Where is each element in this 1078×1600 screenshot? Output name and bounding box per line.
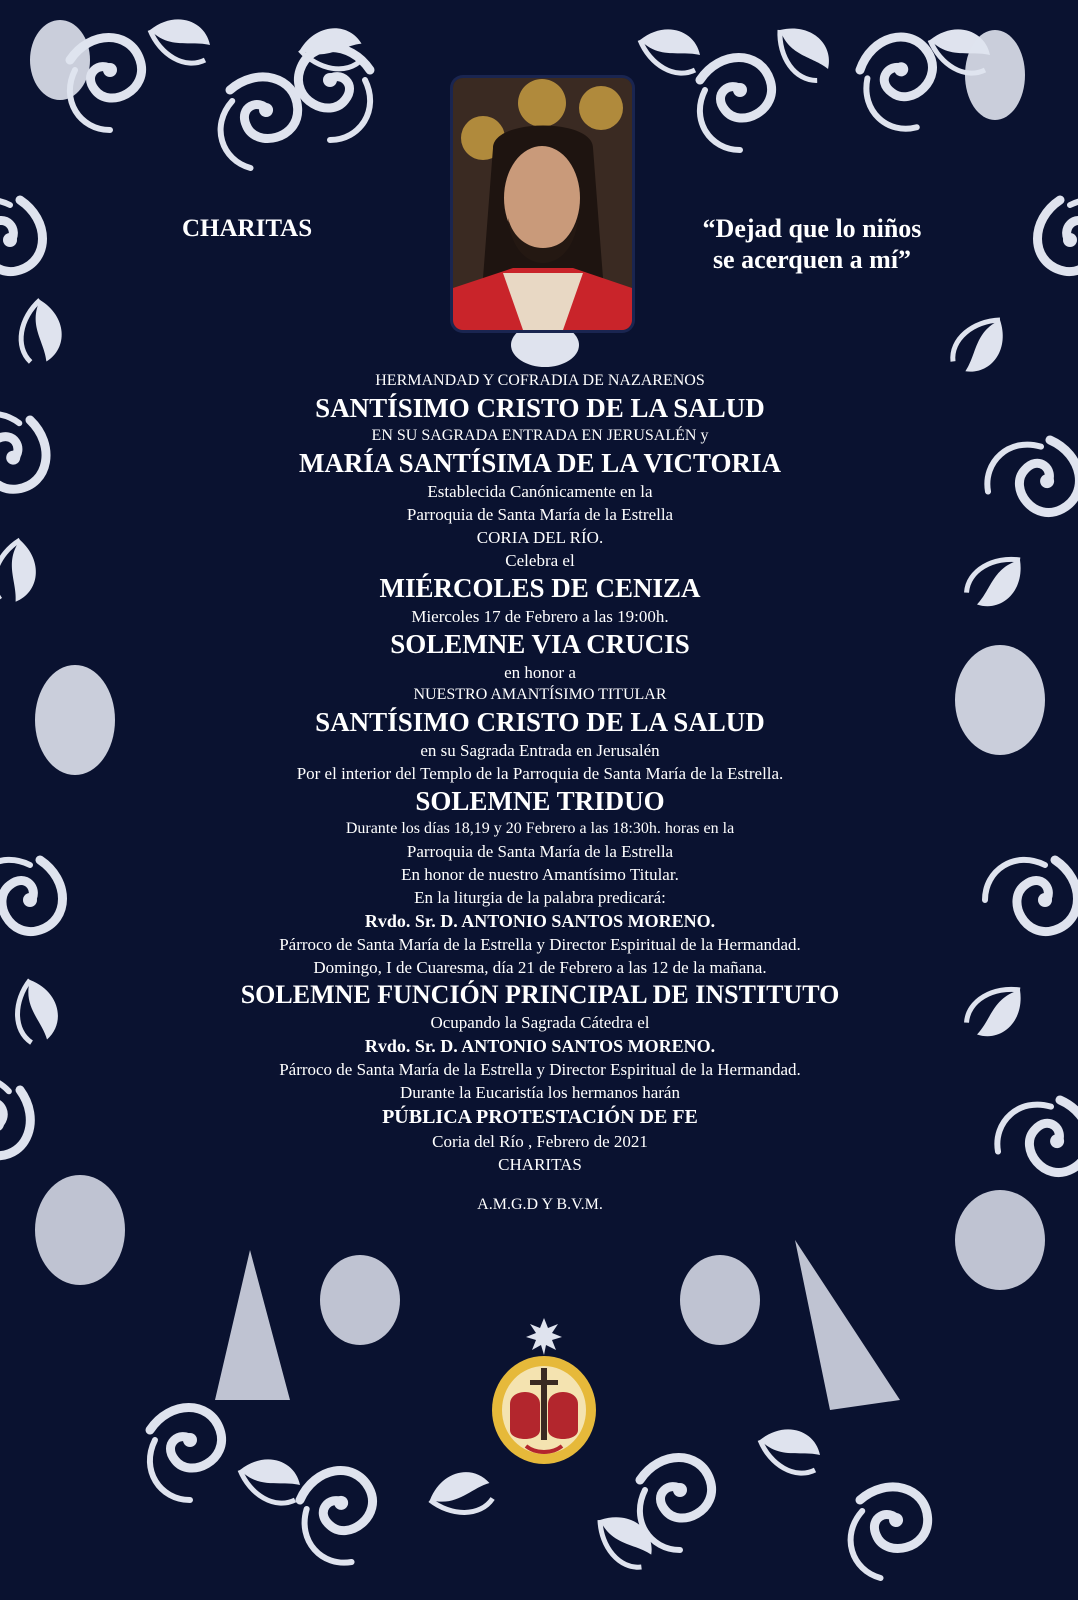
town-line: CORIA DEL RÍO.: [476, 528, 604, 547]
titular-virgin: MARÍA SANTÍSIMA DE LA VICTORIA: [298, 448, 782, 478]
triduo-heading: SOLEMNE TRIDUO: [415, 786, 665, 816]
sunday-date: Domingo, I de Cuaresma, día 21 de Febrero a las 12 de la mañana.: [313, 958, 767, 977]
place-date-line: Coria del Río , Febrero de 2021: [432, 1132, 648, 1151]
ash-wednesday-date: Miercoles 17 de Febrero a las 19:00h.: [411, 607, 669, 626]
right-ornament: [948, 200, 1078, 1290]
closing-motto: CHARITAS: [498, 1155, 582, 1174]
faith-protestation: PÚBLICA PROTESTACIÓN DE FE: [382, 1106, 698, 1128]
right-motto: [662, 213, 962, 275]
preacher-role-repeat: Párroco de Santa María de la Estrella y Director Espiritual de la Hermandad.: [279, 1060, 801, 1079]
via-crucis-heading: SOLEMNE VIA CRUCIS: [390, 629, 690, 659]
titular-christ: SANTÍSIMO CRISTO DE LA SALUD: [315, 393, 765, 423]
left-motto: CHARITAS: [182, 215, 313, 242]
liturgy-line: En la liturgia de la palabra predicará:: [414, 888, 666, 907]
entry-line: en su Sagrada Entrada en Jerusalén: [420, 741, 660, 760]
right-motto-line2: se acerquen a mí”: [712, 245, 912, 274]
temple-line: Por el interior del Templo de la Parroquia de Santa María de la Estrella.: [296, 764, 784, 783]
titular-christ-subtitle: EN SU SAGRADA ENTRADA EN JERUSALÉN y: [371, 427, 709, 444]
right-motto-line1: “Dejad que lo niños: [702, 214, 922, 243]
brotherhood-heading: HERMANDAD Y COFRADIA DE NAZARENOS: [375, 372, 705, 389]
titular-line: NUESTRO AMANTÍSIMO TITULAR: [413, 686, 667, 703]
ash-wednesday-heading: MIÉRCOLES DE CENIZA: [379, 573, 701, 603]
triduo-dates: Durante los días 18,19 y 20 Febrero a las 18:30h. horas en la: [345, 820, 735, 837]
brotherhood-crest-icon: [486, 1318, 602, 1468]
parish-line: Parroquia de Santa María de la Estrella: [406, 505, 674, 524]
preacher-name: Rvdo. Sr. D. ANTONIO SANTOS MORENO.: [364, 911, 716, 931]
sacred-image-portrait: [453, 78, 632, 330]
announcement-body: [120, 370, 960, 1216]
titular-christ-repeat: SANTÍSIMO CRISTO DE LA SALUD: [315, 707, 765, 737]
chair-line: Ocupando la Sagrada Cátedra el: [430, 1013, 650, 1032]
honor-line: en honor a: [504, 663, 576, 682]
preacher-role: Párroco de Santa María de la Estrella y Director Espiritual de la Hermandad.: [279, 935, 801, 954]
celebrates-line: Celebra el: [505, 551, 575, 570]
canonical-line: Establecida Canónicamente en la: [427, 482, 653, 501]
left-ornament: [0, 200, 125, 1285]
eucharist-line: Durante la Eucaristía los hermanos harán: [400, 1083, 680, 1102]
spacer: [120, 1176, 960, 1194]
dedication-line: A.M.G.D Y B.V.M.: [477, 1196, 603, 1213]
triduo-honor: En honor de nuestro Amantísimo Titular.: [401, 865, 679, 884]
principal-function-heading: SOLEMNE FUNCIÓN PRINCIPAL DE INSTITUTO: [240, 980, 840, 1009]
preacher-name-repeat: Rvdo. Sr. D. ANTONIO SANTOS MORENO.: [364, 1036, 716, 1056]
triduo-parish: Parroquia de Santa María de la Estrella: [406, 842, 674, 861]
